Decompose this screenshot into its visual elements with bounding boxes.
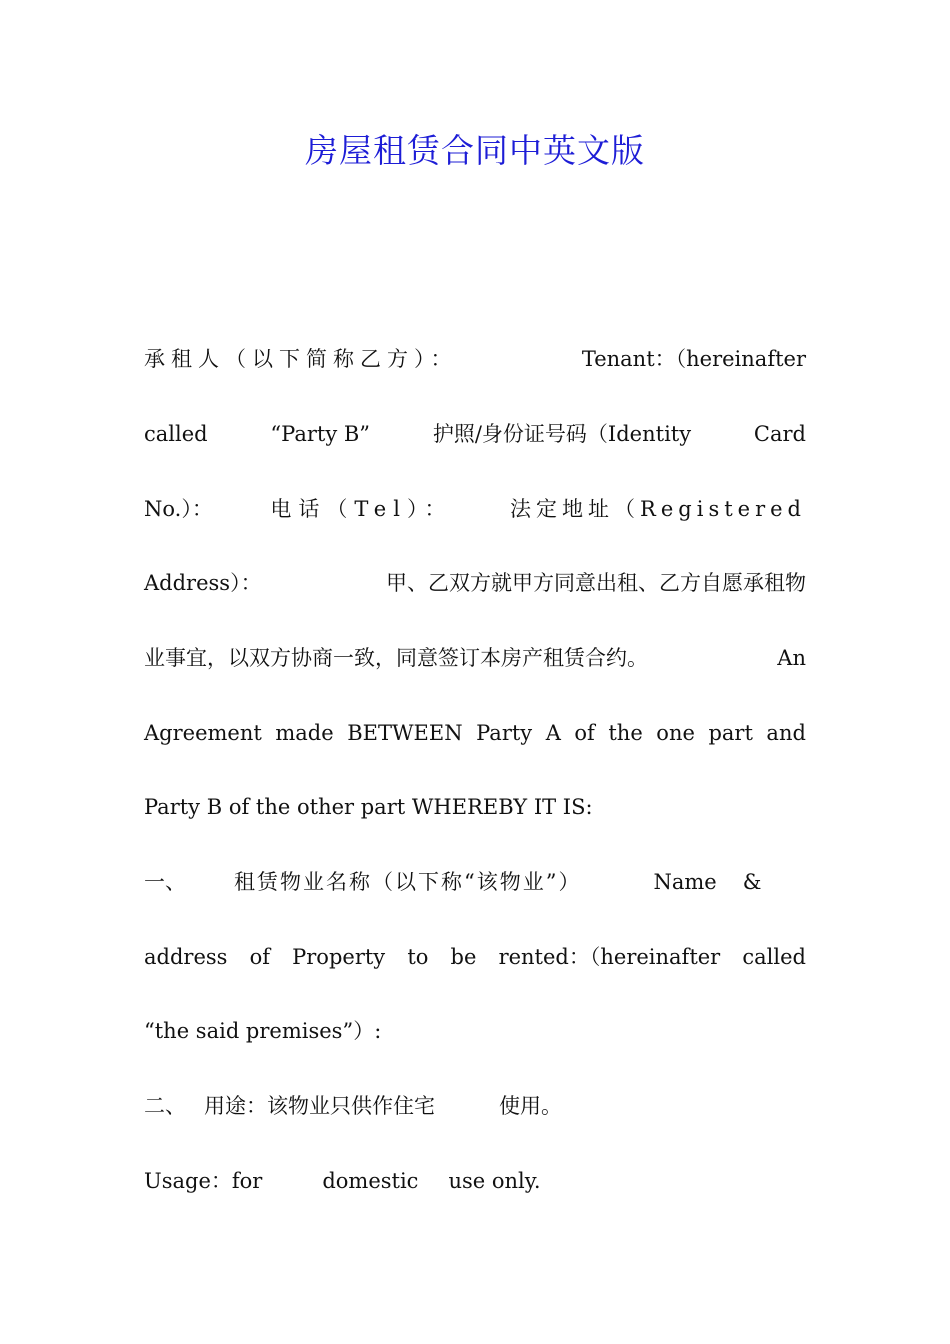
text-segment: No.）： xyxy=(144,497,213,521)
text-line-4 xyxy=(144,563,806,603)
text-segment: Tenant：（hereinafter xyxy=(581,347,806,371)
text-line-9 xyxy=(144,937,806,977)
text-segment: called xyxy=(742,945,806,969)
document-title: 房屋租赁合同中英文版 xyxy=(305,131,645,170)
text-segment: Usage：for xyxy=(144,1169,263,1193)
text-line-2 xyxy=(144,414,806,454)
text-line-3 xyxy=(144,489,806,529)
text-segment: Address）： xyxy=(144,571,262,595)
text-segment: Card xyxy=(753,422,806,446)
text-segment: 护照/身份证号码（Identity xyxy=(432,422,692,446)
text-segment: address xyxy=(144,945,228,969)
text-line-6 xyxy=(144,713,806,753)
text-segment: called xyxy=(144,422,208,446)
text-segment: 电话（Tel）： xyxy=(270,497,453,521)
text-line-12 xyxy=(144,1161,806,1201)
text-segment: An xyxy=(777,646,806,670)
text-segment: of xyxy=(249,945,270,969)
text-segment: A xyxy=(545,721,561,745)
text-segment: domestic xyxy=(322,1169,419,1193)
text-segment: made xyxy=(275,721,334,745)
text-segment: Agreement xyxy=(144,721,262,745)
text-segment: Party B of the other part WHEREBY IT IS: xyxy=(144,795,593,819)
text-segment: use only. xyxy=(448,1169,541,1193)
text-segment: 法定地址（Registered xyxy=(510,497,806,521)
text-segment: Party xyxy=(476,721,533,745)
text-segment: 业事宜，以双方协商一致，同意签订本房产租赁合约。 xyxy=(144,646,648,670)
section-number: 二、 xyxy=(144,1094,186,1118)
text-segment: of xyxy=(574,721,595,745)
text-segment: Name xyxy=(653,870,717,894)
text-line-7 xyxy=(144,787,806,827)
text-segment: 使用。 xyxy=(499,1094,562,1118)
text-segment: & xyxy=(742,870,762,894)
text-line-11 xyxy=(144,1086,806,1126)
text-line-5 xyxy=(144,638,806,678)
section-number: 一、 xyxy=(144,870,186,894)
text-line-1 xyxy=(144,339,806,379)
text-segment: 租赁物业名称（以下称“该物业”） xyxy=(234,870,582,894)
text-segment: rented：（hereinafter xyxy=(498,945,721,969)
text-segment: part xyxy=(708,721,753,745)
text-line-8 xyxy=(144,862,806,902)
text-line-10 xyxy=(144,1011,806,1051)
text-segment: and xyxy=(766,721,806,745)
text-segment: be xyxy=(450,945,477,969)
text-segment: Property xyxy=(292,945,386,969)
text-segment: “Party B” xyxy=(270,422,371,446)
text-segment: 用途：该物业只供作住宅 xyxy=(204,1094,435,1118)
text-segment: the xyxy=(608,721,643,745)
text-segment: 甲、乙双方就甲方同意出租、乙方自愿承租物 xyxy=(386,571,806,595)
text-segment: BETWEEN xyxy=(347,721,463,745)
text-segment: to xyxy=(407,945,429,969)
text-segment: one xyxy=(656,721,695,745)
text-segment: “the said premises”）: xyxy=(144,1019,382,1043)
text-segment: 承租人（以下简称乙方）： xyxy=(144,347,458,371)
